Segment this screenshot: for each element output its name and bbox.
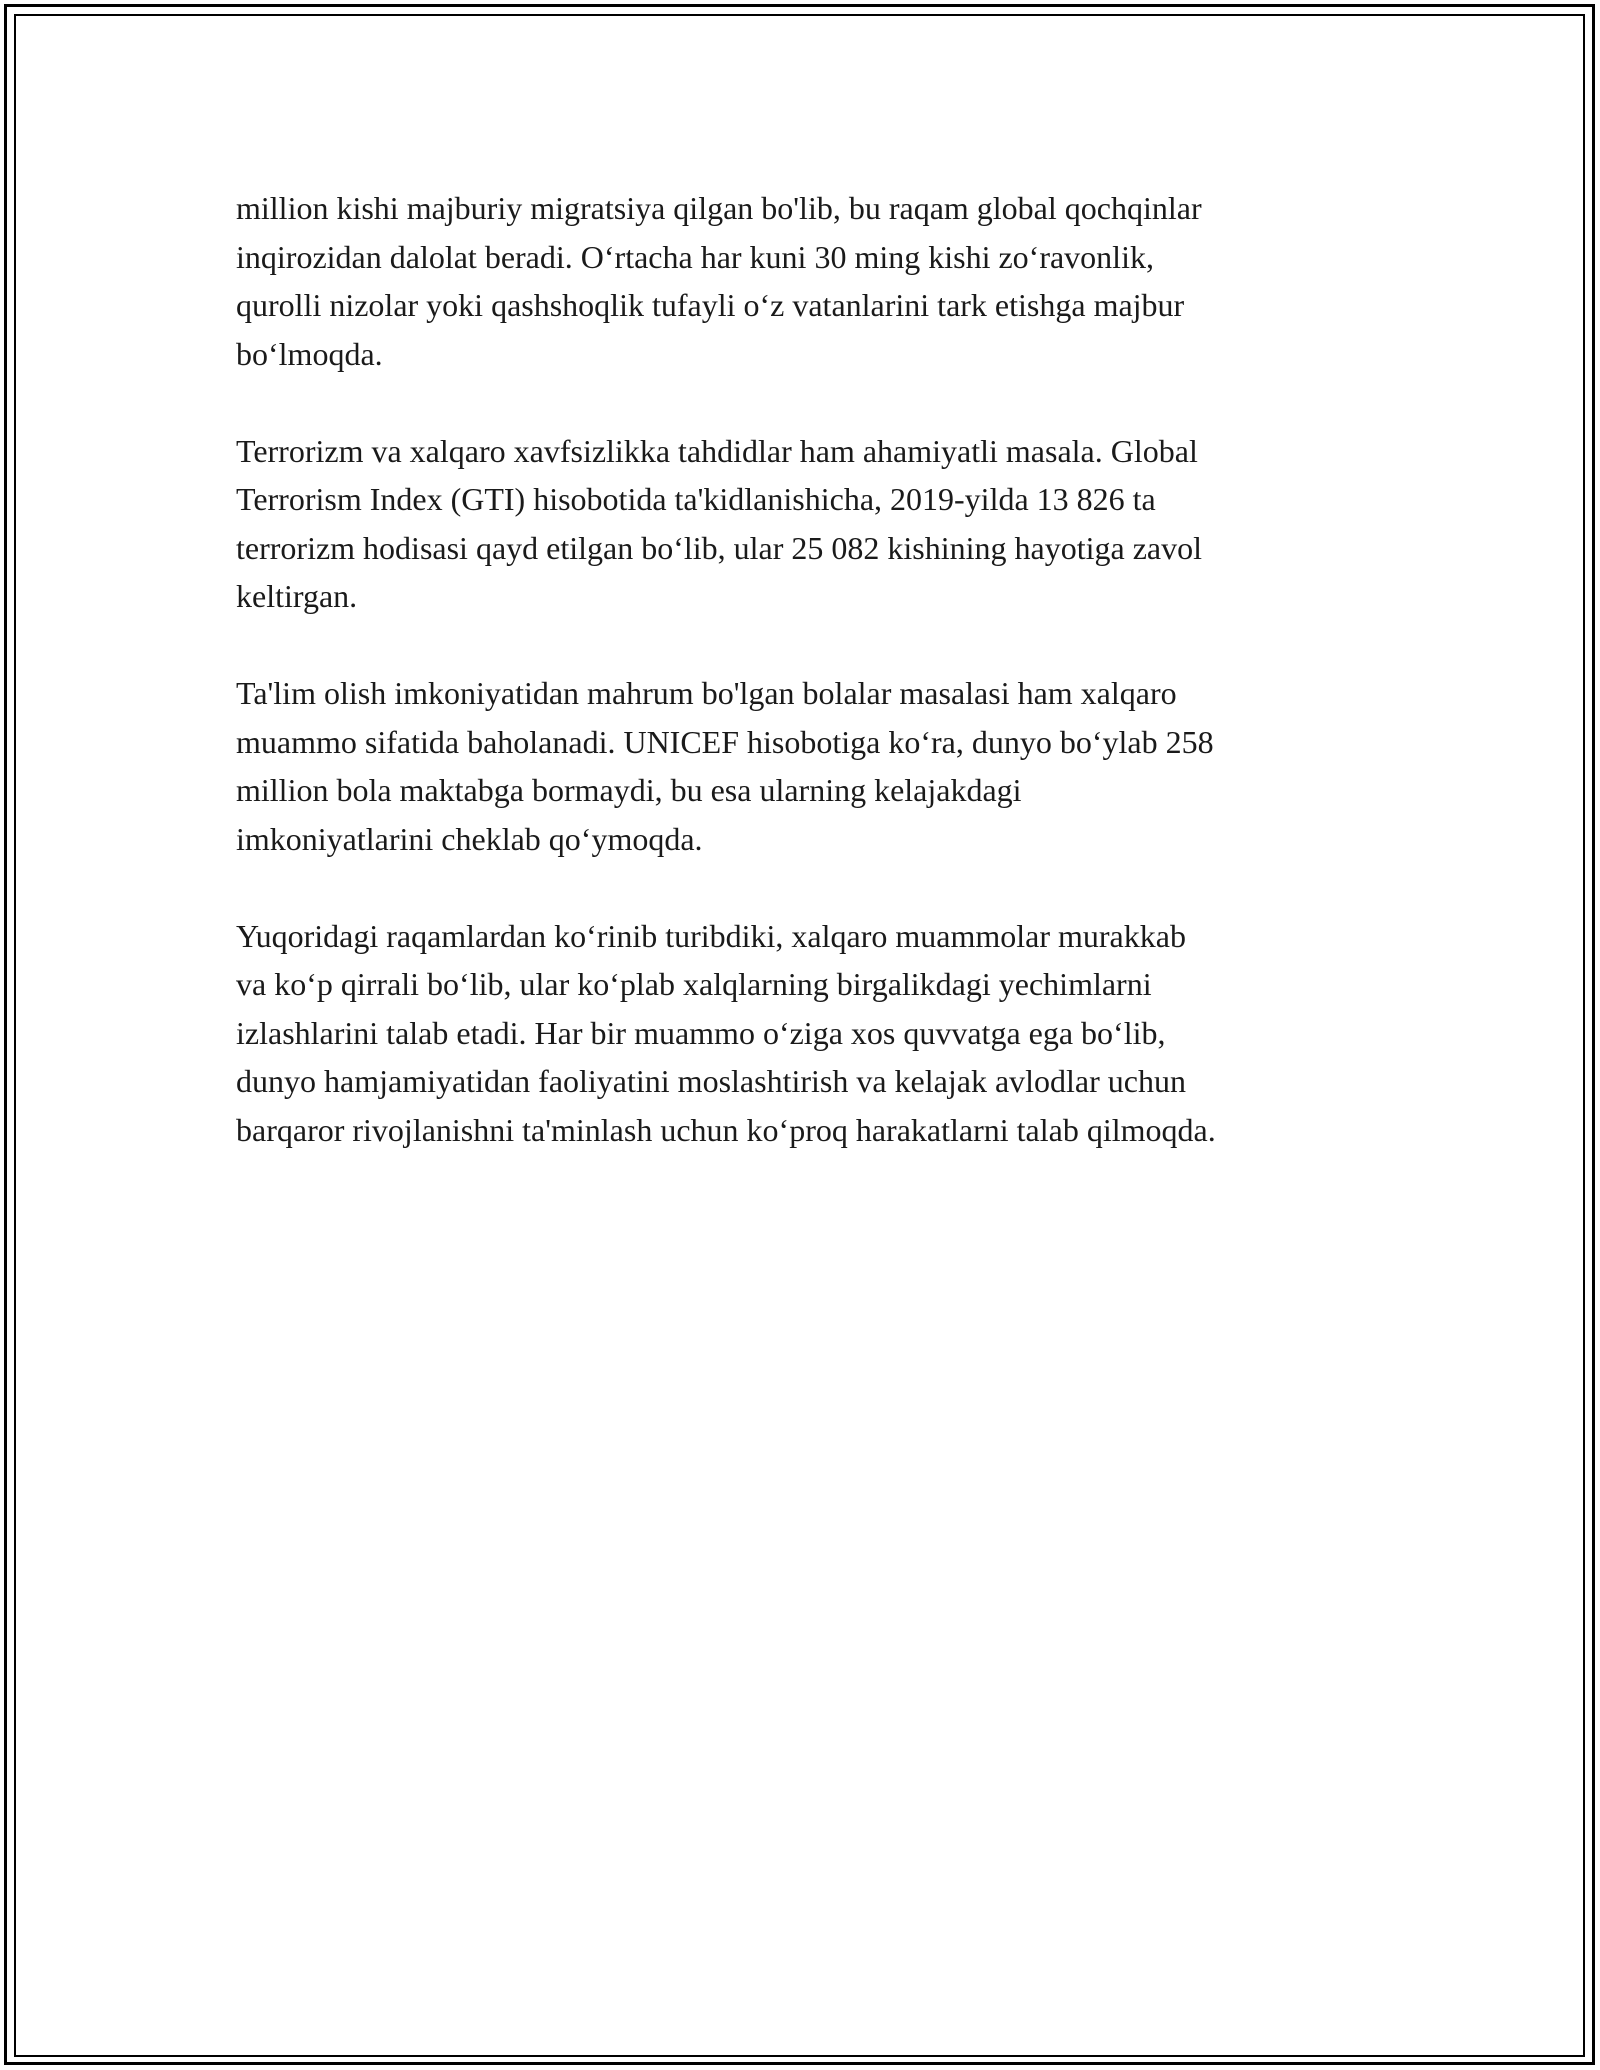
text-line: million kishi majburiy migratsiya qilgan bo'lib, bu raqam global qochqinlar [236,190,1202,226]
text-line: Ta'lim olish imkoniyatidan mahrum bo'lgan bolalar masalasi ham xalqaro [236,675,1177,711]
text-line: million bola maktabga bormaydi, bu esa ularning kelajakdagi [236,772,1022,808]
text-line: va ko‘p qirrali bo‘lib, ular ko‘plab xalqlarning birgalikdagi yechimlarni [236,966,1152,1002]
paragraph-terrorism [236,427,1366,621]
text-line: Terrorizm va xalqaro xavfsizlikka tahdidlar ham ahamiyatli masala. Global [236,432,1198,469]
text-line: keltirgan. [236,578,358,614]
paragraph-conclusion [236,912,1366,1155]
text-line: barqaror rivojlanishni ta'minlash uchun ko‘proq harakatlarni talab qilmoqda. [236,1111,1216,1148]
text-line: terrorizm hodisasi qayd etilgan bo‘lib, ular 25 082 kishining hayotiga zavol [236,529,1203,566]
paragraph-migration [236,184,1366,378]
text-line: dunyo hamjamiyatidan faoliyatini moslashtirish va kelajak avlodlar uchun [236,1063,1186,1099]
text-line: muammo sifatida baholanadi. UNICEF hisobotiga ko‘ra, dunyo bo‘ylab 258 [236,723,1214,760]
text-line: Terrorism Index (GTI) hisobotida ta'kidlanishicha, 2019-yilda 13 826 ta [236,481,1156,517]
text-line: Yuqoridagi raqamlardan ko‘rinib turibdiki, xalqaro muammolar murakkab [236,917,1186,954]
paragraph-education [236,669,1366,863]
text-line: inqirozidan dalolat beradi. O‘rtacha har kuni 30 ming kishi zo‘ravonlik, [236,238,1154,275]
text-line: qurolli nizolar yoki qashshoqlik tufayli o‘z vatanlarini tark etishga majbur [236,287,1185,323]
text-line: imkoniyatlarini cheklab qo‘ymoqda. [236,820,703,857]
document-body [236,184,1366,1203]
text-line: bo‘lmoqda. [236,335,383,372]
text-line: izlashlarini talab etadi. Har bir muammo o‘ziga xos quvvatga ega bo‘lib, [236,1014,1166,1051]
